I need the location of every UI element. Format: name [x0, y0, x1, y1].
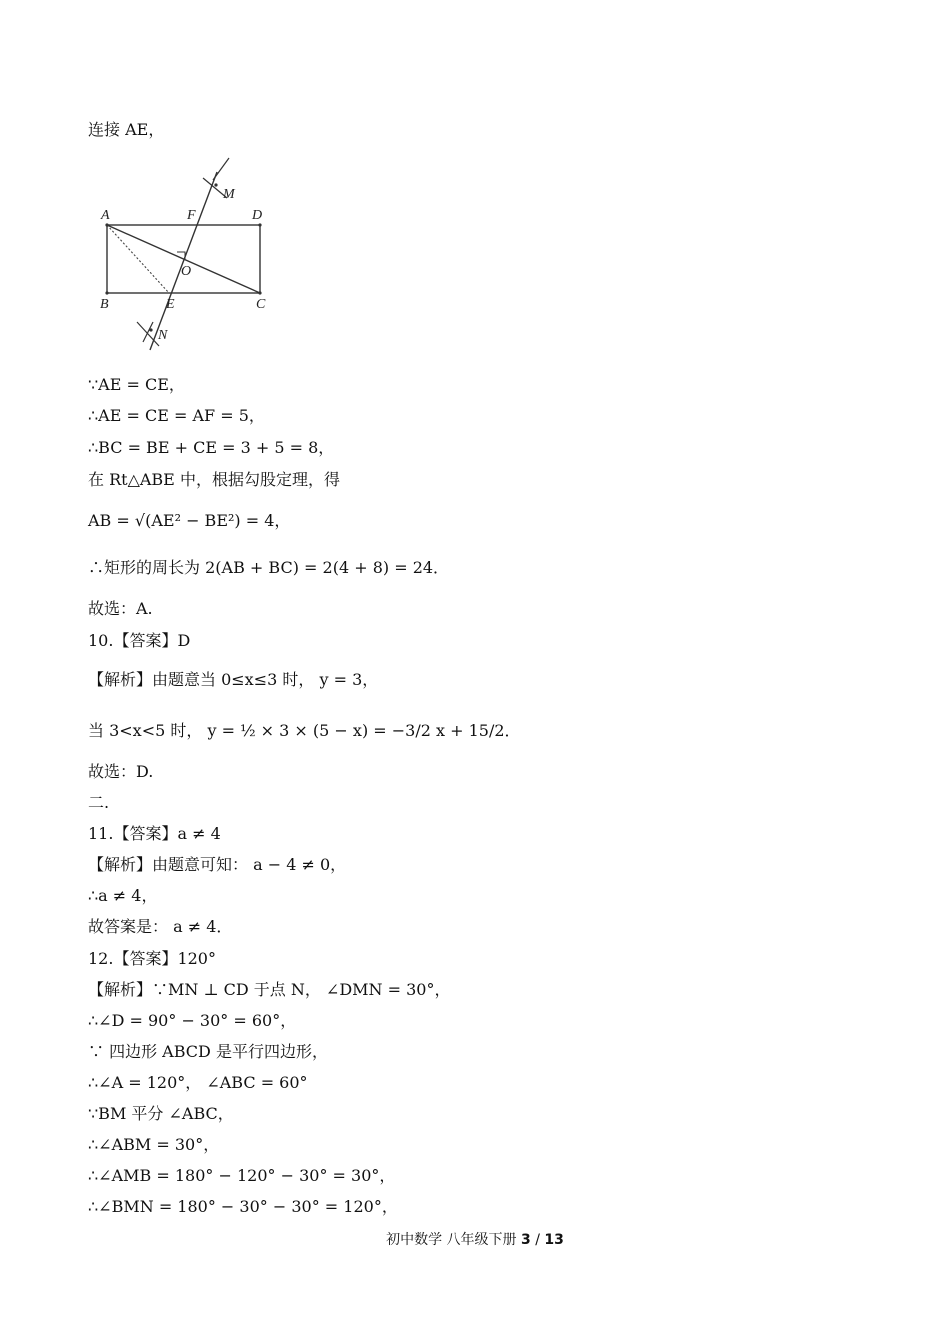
- geometry-figure: [95, 150, 285, 360]
- answer-heading: 10.【答案】D: [88, 631, 191, 650]
- text-line: ∴∠ABM = 30°，: [88, 1135, 220, 1154]
- label-m: M: [223, 187, 235, 202]
- formula-line: AB = √(AE² − BE²) = 4，: [88, 511, 291, 530]
- label-a: A: [101, 208, 110, 223]
- text-line: 【解析】由题意可知： a − 4 ≠ 0，: [88, 855, 347, 874]
- label-c: C: [256, 297, 266, 312]
- text-line: 【解析】由题意当 0≤x≤3 时， y = 3，: [88, 670, 379, 689]
- text-line: ∴∠D = 90° − 30° = 60°，: [88, 1011, 297, 1030]
- text-line: 连接 AE，: [88, 120, 165, 139]
- page-footer: [0, 1229, 950, 1249]
- bisector-mn: [150, 172, 217, 350]
- text-line: 在 Rt△ABE 中，根据勾股定理，得: [88, 470, 340, 489]
- footer-subject: 初中数学 八年级下册: [386, 1232, 517, 1248]
- text-line: ∴∠AMB = 180° − 120° − 30° = 30°，: [88, 1166, 396, 1185]
- text-line: ∴AE = CE = AF = 5，: [88, 406, 265, 425]
- section-heading: 二.: [88, 793, 110, 812]
- label-e: E: [166, 297, 175, 312]
- text-line: ∴∠A = 120°， ∠ABC = 60°: [88, 1073, 308, 1092]
- label-f: F: [187, 208, 196, 223]
- label-o: O: [181, 264, 192, 279]
- text-line: 故选：D.: [88, 762, 154, 781]
- answer-heading: 12.【答案】120°: [88, 949, 216, 968]
- text-line: ∴矩形的周长为 2(AB + BC) = 2(4 + 8) = 24．: [88, 558, 450, 577]
- footer-separator: /: [535, 1232, 540, 1248]
- dotted-ae: [107, 225, 169, 293]
- formula-line: 当 3<x<5 时， y = ½ × 3 × (5 − x) = −3/2 x + 15/2．: [88, 721, 521, 740]
- text-line: ∴BC = BE + CE = 3 + 5 = 8，: [88, 438, 335, 457]
- text-line: ∴a ≠ 4，: [88, 886, 158, 905]
- text-line: 【解析】∵MN ⊥ CD 于点 N， ∠DMN = 30°，: [88, 980, 451, 999]
- text-line: ∵AE = CE，: [88, 375, 185, 394]
- text-line: ∴∠BMN = 180° − 30° − 30° = 120°，: [88, 1197, 398, 1216]
- label-d: D: [252, 208, 263, 223]
- text-line: ∵ 四边形 ABCD 是平行四边形，: [88, 1042, 328, 1061]
- footer-page-number: 3: [521, 1232, 531, 1248]
- label-n: N: [158, 328, 168, 343]
- footer-total-pages: 13: [544, 1232, 564, 1248]
- answer-heading: 11.【答案】a ≠ 4: [88, 824, 221, 843]
- label-b: B: [100, 297, 109, 312]
- diagonal-ac: [107, 225, 260, 293]
- text-line: ∵BM 平分 ∠ABC，: [88, 1104, 234, 1123]
- text-line: 故选：A.: [88, 599, 153, 618]
- text-line: 故答案是： a ≠ 4．: [88, 917, 233, 936]
